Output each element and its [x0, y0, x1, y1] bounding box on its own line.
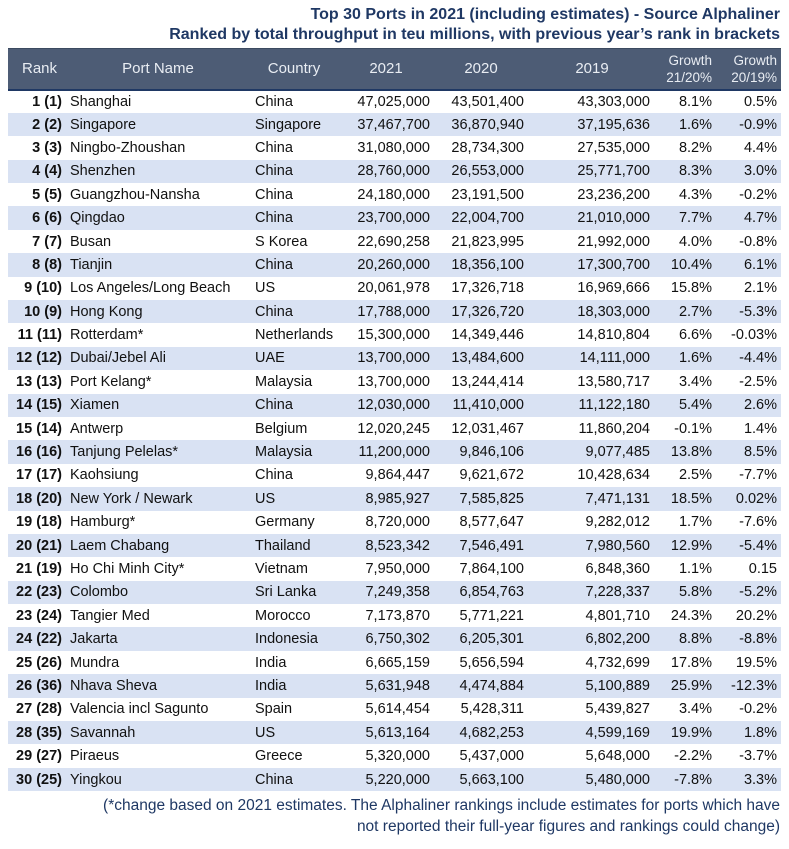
teu-2021-cell: 12,020,245: [357, 420, 430, 437]
port-cell: Los Angeles/Long Beach: [70, 280, 231, 297]
teu-2021-cell: 17,788,000: [357, 303, 430, 320]
table-row: [8, 300, 781, 323]
growth-20-19-cell: 0.15: [748, 561, 777, 577]
country-cell: Thailand: [255, 537, 311, 554]
rank-cell: 12 (12): [16, 350, 62, 367]
growth-20-19-cell: 1.4%: [743, 420, 777, 437]
port-cell: Antwerp: [70, 420, 124, 437]
port-cell: Jakarta: [70, 631, 118, 648]
rank-cell: 18 (20): [16, 490, 62, 507]
teu-2021-cell: 47,025,000: [357, 93, 430, 110]
ports-table: [8, 48, 781, 791]
teu-2020-cell: 12,031,467: [451, 420, 524, 437]
port-cell: Rotterdam*: [70, 327, 144, 344]
growth-20-19-cell: 0.5%: [743, 93, 777, 110]
growth-21-20-cell: 13.8%: [670, 444, 712, 461]
port-cell: Hong Kong: [70, 303, 143, 320]
rank-cell: 6 (6): [32, 210, 62, 227]
teu-2019-cell: 37,195,636: [577, 116, 650, 133]
port-cell: Tianjin: [70, 256, 113, 273]
header-row: [8, 49, 781, 90]
teu-2019-cell: 5,100,889: [585, 677, 650, 694]
country-cell: Netherlands: [255, 327, 334, 344]
growth-20-19-cell: -4.4%: [739, 350, 777, 367]
column-header-teu-2019: [528, 49, 656, 90]
teu-2021-cell: 37,467,700: [357, 116, 430, 133]
growth-21-20-cell: 12.9%: [670, 537, 712, 554]
port-cell: Piraeus: [70, 748, 120, 765]
table-body: [8, 90, 781, 792]
table-row: [8, 487, 781, 510]
teu-2021-cell: 7,249,358: [365, 584, 430, 601]
table-row: [8, 674, 781, 697]
country-cell: Malaysia: [255, 444, 313, 461]
rank-cell: 2 (2): [32, 116, 62, 133]
growth-21-20-cell: 7.7%: [678, 210, 712, 227]
growth-20-19-cell: -7.7%: [739, 467, 777, 484]
country-cell: China: [255, 467, 293, 484]
country-cell: S Korea: [255, 233, 308, 250]
rank-cell: 24 (22): [16, 631, 62, 648]
table-row: [8, 347, 781, 370]
port-cell: Nhava Sheva: [70, 677, 158, 694]
port-cell: Mundra: [70, 654, 120, 671]
teu-2021-cell: 5,320,000: [365, 748, 430, 765]
growth-21-20-cell: 19.9%: [670, 724, 712, 741]
growth-20-19-cell: -8.8%: [739, 631, 777, 648]
growth-21-20-cell: 8.1%: [678, 93, 712, 110]
teu-2021-cell: 8,523,342: [365, 537, 430, 554]
teu-2019-cell: 6,848,360: [585, 561, 650, 577]
teu-2020-cell: 8,577,647: [459, 514, 524, 531]
teu-2019-cell: 27,535,000: [577, 139, 650, 156]
port-cell: Guangzhou-Nansha: [70, 186, 200, 203]
table-row: [8, 230, 781, 253]
table-row: [8, 581, 781, 604]
country-cell: Sri Lanka: [255, 584, 317, 601]
growth-21-20-cell: 24.3%: [670, 607, 712, 624]
country-cell: Singapore: [255, 116, 322, 133]
footnote-line2: not reported their full-year figures and rankings could change): [356, 818, 780, 836]
teu-2020-cell: 5,428,311: [460, 701, 524, 718]
country-cell: Greece: [255, 748, 303, 765]
column-header-label: Growth: [668, 52, 712, 68]
column-header-label: Rank: [22, 60, 58, 78]
country-cell: Morocco: [255, 607, 311, 624]
column-header-label: 20/19%: [731, 69, 777, 85]
country-cell: India: [255, 654, 287, 671]
rank-cell: 25 (26): [16, 654, 62, 671]
growth-21-20-cell: 4.0%: [678, 233, 712, 250]
growth-20-19-cell: 0.02%: [735, 490, 777, 507]
table-row: [8, 604, 781, 627]
growth-20-19-cell: -3.7%: [739, 748, 777, 765]
teu-2020-cell: 9,621,672: [459, 467, 524, 484]
growth-20-19-cell: 4.4%: [743, 139, 777, 156]
rank-cell: 13 (13): [16, 373, 62, 390]
growth-20-19-cell: -0.03%: [731, 327, 777, 344]
growth-21-20-cell: 4.3%: [678, 186, 712, 203]
teu-2021-cell: 13,700,000: [357, 373, 430, 390]
country-cell: China: [255, 771, 293, 788]
rank-cell: 20 (21): [16, 537, 62, 554]
table-row: [8, 394, 781, 417]
rank-cell: 3 (3): [32, 139, 62, 156]
growth-20-19-cell: 3.3%: [743, 771, 777, 788]
teu-2019-cell: 7,980,560: [585, 537, 650, 554]
country-cell: China: [255, 397, 293, 414]
teu-2019-cell: 4,599,169: [585, 724, 650, 741]
port-cell: Ningbo-Zhoushan: [70, 139, 186, 156]
rank-cell: 19 (18): [16, 514, 62, 531]
growth-20-19-cell: -2.5%: [739, 373, 777, 390]
country-cell: UAE: [255, 350, 285, 367]
teu-2020-cell: 6,205,301: [459, 631, 524, 648]
page-title: [0, 0, 789, 48]
table-row: [8, 136, 781, 159]
teu-2019-cell: 5,439,827: [585, 701, 650, 718]
teu-2019-cell: 7,471,131: [585, 490, 650, 507]
column-header-label: 21/20%: [666, 69, 712, 85]
table-row: [8, 113, 781, 136]
teu-2020-cell: 4,682,253: [459, 724, 524, 741]
port-cell: Yingkou: [70, 771, 122, 788]
growth-20-19-cell: -5.2%: [739, 584, 777, 601]
teu-2019-cell: 13,580,717: [577, 373, 650, 390]
rank-cell: 26 (36): [16, 677, 62, 694]
growth-21-20-cell: 5.8%: [678, 584, 712, 601]
growth-21-20-cell: -7.8%: [674, 771, 712, 788]
growth-21-20-cell: 8.2%: [678, 139, 712, 156]
growth-20-19-cell: 8.5%: [743, 444, 777, 461]
rank-cell: 10 (9): [24, 303, 62, 320]
page-title-line1: Top 30 Ports in 2021 (including estimates) - Source Alphaliner: [310, 6, 780, 23]
teu-2020-cell: 17,326,718: [451, 280, 524, 297]
table-row: [8, 90, 781, 113]
table-row: [8, 627, 781, 650]
column-header-label: 2021: [369, 60, 403, 78]
table-row: [8, 206, 781, 229]
table-row: [8, 651, 781, 674]
teu-2019-cell: 7,228,337: [585, 584, 650, 601]
teu-2021-cell: 5,614,454: [365, 701, 430, 718]
country-cell: China: [255, 93, 293, 110]
growth-20-19-cell: 1.8%: [743, 724, 777, 741]
rank-cell: 23 (24): [16, 607, 62, 624]
teu-2021-cell: 5,631,948: [365, 677, 430, 694]
teu-2020-cell: 18,356,100: [451, 256, 524, 273]
table-row: [8, 534, 781, 557]
growth-21-20-cell: 17.8%: [670, 654, 712, 671]
rank-cell: 17 (17): [16, 467, 62, 484]
table-row: [8, 464, 781, 487]
country-cell: Indonesia: [255, 631, 318, 648]
port-cell: Savannah: [70, 724, 136, 741]
teu-2021-cell: 22,690,258: [357, 233, 430, 250]
country-cell: Malaysia: [255, 373, 313, 390]
teu-2021-cell: 6,665,159: [365, 654, 430, 671]
table-row: [8, 370, 781, 393]
port-cell: Shanghai: [70, 93, 132, 110]
column-header-label: 2020: [464, 60, 498, 78]
teu-2021-cell: 8,720,000: [365, 514, 430, 531]
teu-2020-cell: 23,191,500: [451, 186, 524, 203]
port-cell: Hamburg*: [70, 514, 136, 531]
teu-2021-cell: 15,300,000: [357, 327, 430, 344]
country-cell: US: [255, 724, 276, 741]
teu-2019-cell: 18,303,000: [577, 303, 650, 320]
growth-21-20-cell: -2.2%: [674, 748, 712, 765]
rank-cell: 28 (35): [16, 724, 62, 741]
teu-2021-cell: 6,750,302: [365, 631, 430, 648]
growth-21-20-cell: 1.1%: [678, 561, 712, 577]
teu-2019-cell: 5,648,000: [585, 748, 650, 765]
teu-2020-cell: 13,244,414: [451, 373, 524, 390]
column-header-label: Growth: [733, 52, 777, 68]
teu-2021-cell: 5,613,164: [365, 724, 430, 741]
growth-21-20-cell: 6.6%: [678, 327, 712, 344]
port-cell: Ho Chi Minh City*: [70, 561, 185, 577]
rank-cell: 21 (19): [16, 561, 62, 577]
teu-2020-cell: 7,585,825: [459, 490, 524, 507]
growth-20-19-cell: -5.3%: [739, 303, 777, 320]
table-row: [8, 160, 781, 183]
teu-2019-cell: 17,300,700: [577, 256, 650, 273]
teu-2019-cell: 14,111,000: [579, 350, 650, 367]
table-row: [8, 253, 781, 276]
teu-2019-cell: 11,860,204: [578, 420, 650, 437]
growth-21-20-cell: 15.8%: [670, 280, 712, 297]
growth-21-20-cell: 2.5%: [678, 467, 712, 484]
port-cell: Colombo: [70, 584, 129, 601]
column-header-teu-2021: [338, 49, 434, 90]
growth-20-19-cell: 2.1%: [743, 280, 777, 297]
rank-cell: 8 (8): [32, 256, 62, 273]
teu-2020-cell: 13,484,600: [451, 350, 524, 367]
teu-2020-cell: 5,656,594: [459, 654, 524, 671]
country-cell: Belgium: [255, 420, 308, 437]
table-row: [8, 277, 781, 300]
teu-2021-cell: 13,700,000: [357, 350, 430, 367]
growth-21-20-cell: 3.4%: [678, 701, 712, 718]
port-cell: Valencia incl Sagunto: [70, 701, 209, 718]
rank-cell: 29 (27): [16, 748, 62, 765]
table-row: [8, 511, 781, 534]
table-row: [8, 721, 781, 744]
table-row: [8, 323, 781, 346]
column-header-label: Country: [267, 60, 321, 78]
growth-20-19-cell: -7.6%: [739, 514, 777, 531]
column-header-label: Port Name: [122, 60, 194, 78]
growth-21-20-cell: 1.6%: [678, 116, 712, 133]
teu-2019-cell: 4,732,699: [585, 654, 650, 671]
port-cell: Qingdao: [70, 210, 125, 227]
teu-2021-cell: 31,080,000: [357, 139, 430, 156]
teu-2021-cell: 9,864,447: [365, 467, 430, 484]
teu-2020-cell: 17,326,720: [451, 303, 524, 320]
growth-21-20-cell: -0.1%: [674, 420, 712, 437]
growth-21-20-cell: 5.4%: [678, 397, 712, 414]
column-header-rank: [8, 49, 66, 90]
teu-2019-cell: 10,428,634: [577, 467, 650, 484]
growth-20-19-cell: 3.0%: [743, 163, 777, 180]
table-row: [8, 557, 781, 580]
column-header-country: [250, 49, 338, 90]
rank-cell: 15 (14): [16, 420, 62, 437]
column-header-label: 2019: [575, 60, 609, 78]
growth-20-19-cell: 20.2%: [735, 607, 777, 624]
growth-21-20-cell: 10.4%: [670, 256, 712, 273]
teu-2021-cell: 12,030,000: [357, 397, 430, 414]
column-header-teu-2020: [434, 49, 528, 90]
country-cell: China: [255, 163, 293, 180]
rank-cell: 11 (11): [17, 327, 62, 344]
growth-20-19-cell: 4.7%: [743, 210, 777, 227]
port-cell: Laem Chabang: [70, 537, 170, 554]
port-cell: Singapore: [70, 116, 137, 133]
growth-21-20-cell: 3.4%: [678, 373, 712, 390]
teu-2021-cell: 23,700,000: [357, 210, 430, 227]
port-cell: Shenzhen: [70, 163, 136, 180]
growth-20-19-cell: -12.3%: [731, 677, 777, 694]
teu-2021-cell: 20,260,000: [357, 256, 430, 273]
page-title-line2: Ranked by total throughput in teu millions, with previous year’s rank in brackets: [169, 25, 780, 43]
teu-2020-cell: 11,410,000: [452, 397, 524, 414]
teu-2019-cell: 9,077,485: [585, 444, 650, 461]
country-cell: US: [255, 280, 276, 297]
teu-2019-cell: 11,122,180: [578, 397, 650, 414]
port-cell: New York / Newark: [70, 490, 193, 507]
teu-2020-cell: 7,546,491: [459, 537, 524, 554]
teu-2020-cell: 7,864,100: [459, 561, 524, 577]
teu-2020-cell: 14,349,446: [451, 327, 524, 344]
port-cell: Port Kelang*: [70, 373, 152, 390]
rank-cell: 4 (4): [32, 163, 62, 180]
table-row: [8, 417, 781, 440]
growth-20-19-cell: -0.9%: [739, 116, 777, 133]
teu-2020-cell: 9,846,106: [459, 444, 524, 461]
growth-21-20-cell: 8.3%: [678, 163, 712, 180]
teu-2019-cell: 6,802,200: [585, 631, 650, 648]
country-cell: China: [255, 256, 293, 273]
port-cell: Dubai/Jebel Ali: [70, 350, 166, 367]
growth-20-19-cell: -0.2%: [739, 701, 777, 718]
teu-2021-cell: 20,061,978: [357, 280, 430, 297]
port-cell: Tanjung Pelelas*: [70, 444, 179, 461]
table-row: [8, 183, 781, 206]
teu-2019-cell: 25,771,700: [577, 163, 650, 180]
table-header: [8, 49, 781, 90]
teu-2019-cell: 16,969,666: [577, 280, 650, 297]
country-cell: India: [255, 677, 287, 694]
teu-2020-cell: 26,553,000: [451, 163, 524, 180]
country-cell: China: [255, 139, 293, 156]
teu-2019-cell: 4,801,710: [585, 607, 650, 624]
table-row: [8, 768, 781, 791]
column-header-port: [66, 49, 250, 90]
growth-21-20-cell: 1.7%: [678, 514, 712, 531]
country-cell: Germany: [255, 514, 315, 531]
teu-2021-cell: 11,200,000: [358, 444, 430, 461]
growth-20-19-cell: 6.1%: [743, 256, 777, 273]
growth-21-20-cell: 2.7%: [678, 303, 712, 320]
growth-21-20-cell: 18.5%: [670, 490, 712, 507]
rank-cell: 5 (5): [32, 186, 62, 203]
teu-2021-cell: 24,180,000: [357, 186, 430, 203]
teu-2019-cell: 43,303,000: [577, 93, 650, 110]
country-cell: Spain: [255, 701, 293, 718]
growth-20-19-cell: -0.8%: [739, 233, 777, 250]
rank-cell: 7 (7): [32, 233, 62, 250]
teu-2020-cell: 5,437,000: [459, 748, 524, 765]
growth-21-20-cell: 1.6%: [678, 350, 712, 367]
rank-cell: 14 (15): [16, 397, 62, 414]
port-cell: Kaohsiung: [70, 467, 139, 484]
port-cell: Tangier Med: [70, 607, 150, 624]
rank-cell: 22 (23): [16, 584, 62, 601]
teu-2021-cell: 7,950,000: [365, 561, 430, 577]
port-cell: Busan: [70, 233, 112, 250]
rank-cell: 27 (28): [16, 701, 62, 718]
teu-2019-cell: 5,480,000: [585, 771, 650, 788]
teu-2020-cell: 36,870,940: [451, 116, 524, 133]
teu-2020-cell: 21,823,995: [451, 233, 524, 250]
teu-2021-cell: 8,985,927: [365, 490, 430, 507]
footnote-line1: (*change based on 2021 estimates. The Alphaliner rankings include estimates for ports which have: [103, 797, 780, 815]
teu-2019-cell: 14,810,804: [577, 327, 650, 344]
teu-2021-cell: 5,220,000: [365, 771, 430, 788]
column-header-growth-20-19: [714, 49, 781, 90]
table-row: [8, 698, 781, 721]
teu-2020-cell: 4,474,884: [459, 677, 524, 694]
growth-20-19-cell: -0.2%: [739, 186, 777, 203]
port-cell: Xiamen: [70, 397, 120, 414]
teu-2021-cell: 28,760,000: [357, 163, 430, 180]
teu-2021-cell: 7,173,870: [365, 607, 430, 624]
teu-2020-cell: 22,004,700: [451, 210, 524, 227]
growth-21-20-cell: 25.9%: [670, 677, 712, 694]
rank-cell: 1 (1): [32, 93, 62, 110]
growth-20-19-cell: 2.6%: [743, 397, 777, 414]
table-row: [8, 440, 781, 463]
rank-cell: 16 (16): [16, 444, 62, 461]
teu-2019-cell: 21,010,000: [577, 210, 650, 227]
teu-2020-cell: 28,734,300: [451, 139, 524, 156]
country-cell: China: [255, 210, 293, 227]
teu-2020-cell: 5,663,100: [459, 771, 524, 788]
growth-21-20-cell: 8.8%: [678, 631, 712, 648]
country-cell: US: [255, 490, 276, 507]
teu-2019-cell: 21,992,000: [577, 233, 650, 250]
growth-20-19-cell: 19.5%: [735, 654, 777, 671]
teu-2019-cell: 9,282,012: [585, 514, 650, 531]
teu-2020-cell: 43,501,400: [451, 93, 524, 110]
table-row: [8, 744, 781, 767]
growth-20-19-cell: -5.4%: [739, 537, 777, 554]
country-cell: China: [255, 186, 293, 203]
teu-2020-cell: 5,771,221: [459, 607, 524, 624]
teu-2019-cell: 23,236,200: [577, 186, 650, 203]
country-cell: Vietnam: [255, 561, 308, 577]
footnote: [0, 791, 789, 837]
rank-cell: 9 (10): [24, 280, 62, 297]
column-header-growth-21-20: [656, 49, 714, 90]
teu-2020-cell: 6,854,763: [459, 584, 524, 601]
rank-cell: 30 (25): [16, 771, 62, 788]
country-cell: China: [255, 303, 293, 320]
